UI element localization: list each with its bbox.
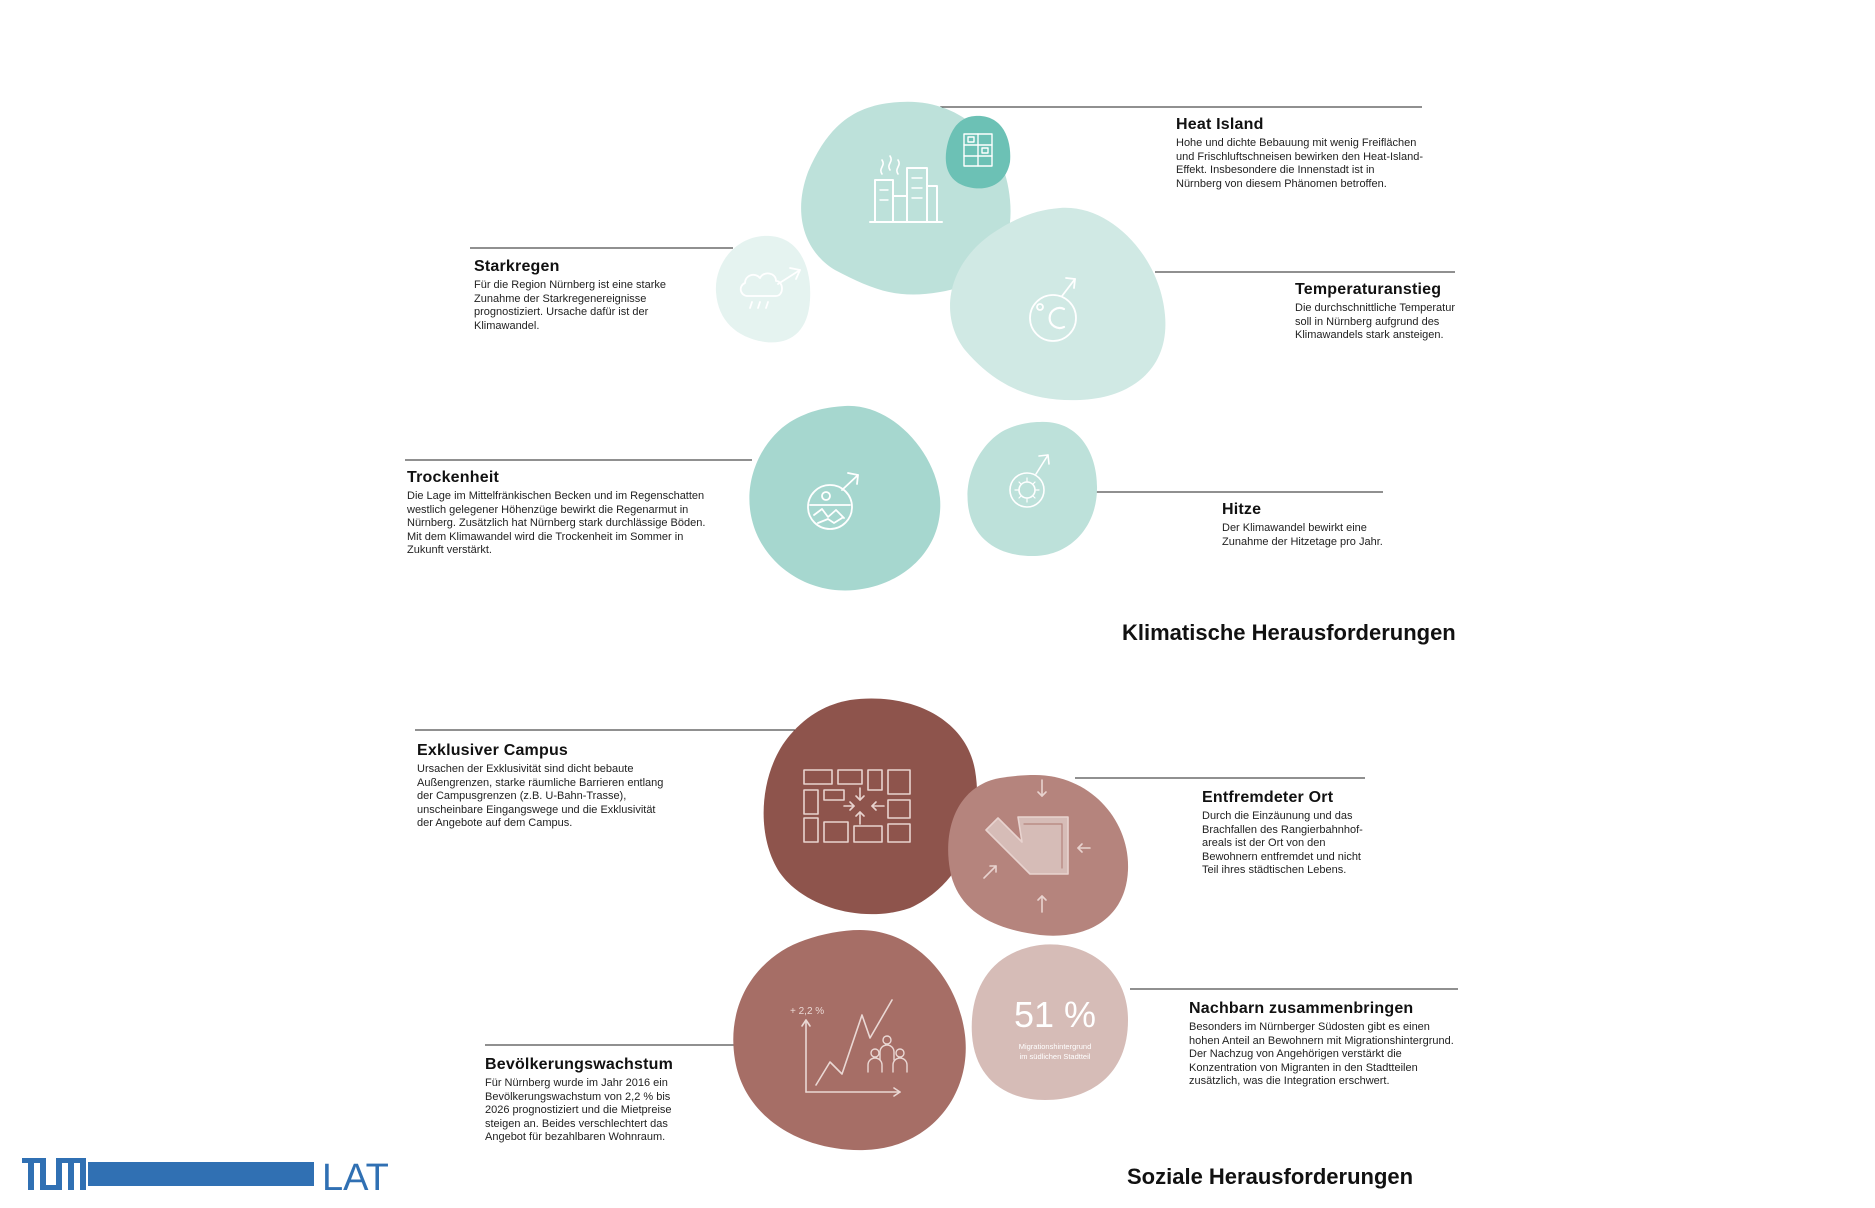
blob-trockenheit — [749, 406, 940, 591]
title-bevoelkerung: Bevölkerungswachstum — [485, 1056, 674, 1073]
growth-label: + 2,2 % — [790, 1006, 825, 1017]
tum-logo-mark — [22, 1158, 86, 1190]
logo-lat-text: LAT — [322, 1158, 389, 1192]
desc-bevoelkerung: Für Nürnberg wurde im Jahr 2016 ein Bevölkerungswachstum von 2,2 % bis 2026 prognostiziert und die Mietpreise steigen an. Beides verschlechtert das Angebot für bezahlbaren Wohnraum. — [485, 1077, 672, 1144]
title-hitze: Hitze — [1222, 501, 1262, 518]
migration-value: 51 % — [1013, 994, 1097, 1035]
desc-entfremdeter-ort: Durch die Einzäunung und das Brachfallen des Rangierbahnhof- areals ist der Ort von den Bewohnern entfremdet und nicht Teil ihres städtischen Lebens. — [1202, 810, 1363, 877]
text-entfremdeter-ort — [1202, 789, 1402, 878]
migration-caption-line2: im südlichen Stadtteil — [1019, 1052, 1091, 1061]
blob-hitze — [968, 422, 1098, 556]
climate-section-title: Klimatische Herausforderungen — [1122, 620, 1456, 645]
desc-heat-island: Hohe und dichte Bebauung mit wenig Freiflächen und Frischluftschneisen bewirken den Heat-Island- Effekt. Insbesondere die Innenstadt ist in Nürnberg von diesem Phänomen betroffen. — [1176, 137, 1424, 190]
tum-lat-logo — [22, 1158, 402, 1192]
text-nachbarn — [1189, 1000, 1509, 1089]
desc-hitze: Der Klimawandel bewirkt eine Zunahme der Hitzetage pro Jahr. — [1222, 522, 1383, 548]
title-trockenheit: Trockenheit — [407, 469, 500, 486]
logo-bar — [88, 1162, 314, 1186]
desc-trockenheit: Die Lage im Mittelfränkischen Becken und im Regenschatten westlich gelegener Höhenzüge bewirkt die Regenarmut in Nürnberg. Zusätzlich hat Nürnberg stark durchlässige Böden. Mit dem Klimawandel wird die Trockenheit im Sommer in Zukunft verstärkt. — [407, 490, 706, 557]
desc-nachbarn: Besonders im Nürnberger Südosten gibt es einen hohen Anteil an Bewohnern mit Migrationshintergrund. Der Nachzug von Angehörigen verstärkt die Konzentration von Migranten in den Stadtteilen zusätzlich, was die Integration erschwert. — [1189, 1021, 1454, 1088]
text-hitze — [1222, 501, 1442, 549]
text-heat-island — [1176, 116, 1476, 191]
title-entfremdeter-ort: Entfremdeter Ort — [1202, 789, 1334, 806]
text-bevoelkerung — [485, 1056, 735, 1145]
desc-temperaturanstieg: Die durchschnittliche Temperatur soll in Nürnberg aufgrund des Klimawandels stark ansteigen. — [1295, 302, 1455, 342]
blob-bevoelkerung — [733, 930, 965, 1150]
social-section-title: Soziale Herausforderungen — [1127, 1164, 1414, 1189]
text-exklusiver-campus — [417, 742, 717, 831]
title-starkregen: Starkregen — [474, 258, 560, 275]
text-starkregen — [474, 258, 734, 333]
title-temperaturanstieg: Temperaturanstieg — [1295, 281, 1442, 298]
migration-caption-line1: Migrationshintergrund — [1018, 1042, 1092, 1051]
desc-starkregen: Für die Region Nürnberg ist eine starke Zunahme der Starkregenereignisse prognostiziert. Ursache dafür ist der Klimawandel. — [474, 279, 666, 332]
blob-exklusiver-campus — [764, 698, 978, 914]
title-heat-island: Heat Island — [1176, 116, 1264, 133]
text-trockenheit — [407, 469, 747, 558]
desc-exklusiver-campus: Ursachen der Exklusivität sind dicht bebaute Außengrenzen, starke räumliche Barrieren entlang der Campusgrenzen (z.B. U-Bahn-Trasse), unscheinbare Eingangswege und die Exklusivität der Angebote auf dem Campus. — [417, 763, 664, 830]
text-temperaturanstieg — [1295, 281, 1495, 343]
title-nachbarn: Nachbarn zusammenbringen — [1189, 1000, 1414, 1017]
title-exklusiver-campus: Exklusiver Campus — [417, 742, 569, 759]
